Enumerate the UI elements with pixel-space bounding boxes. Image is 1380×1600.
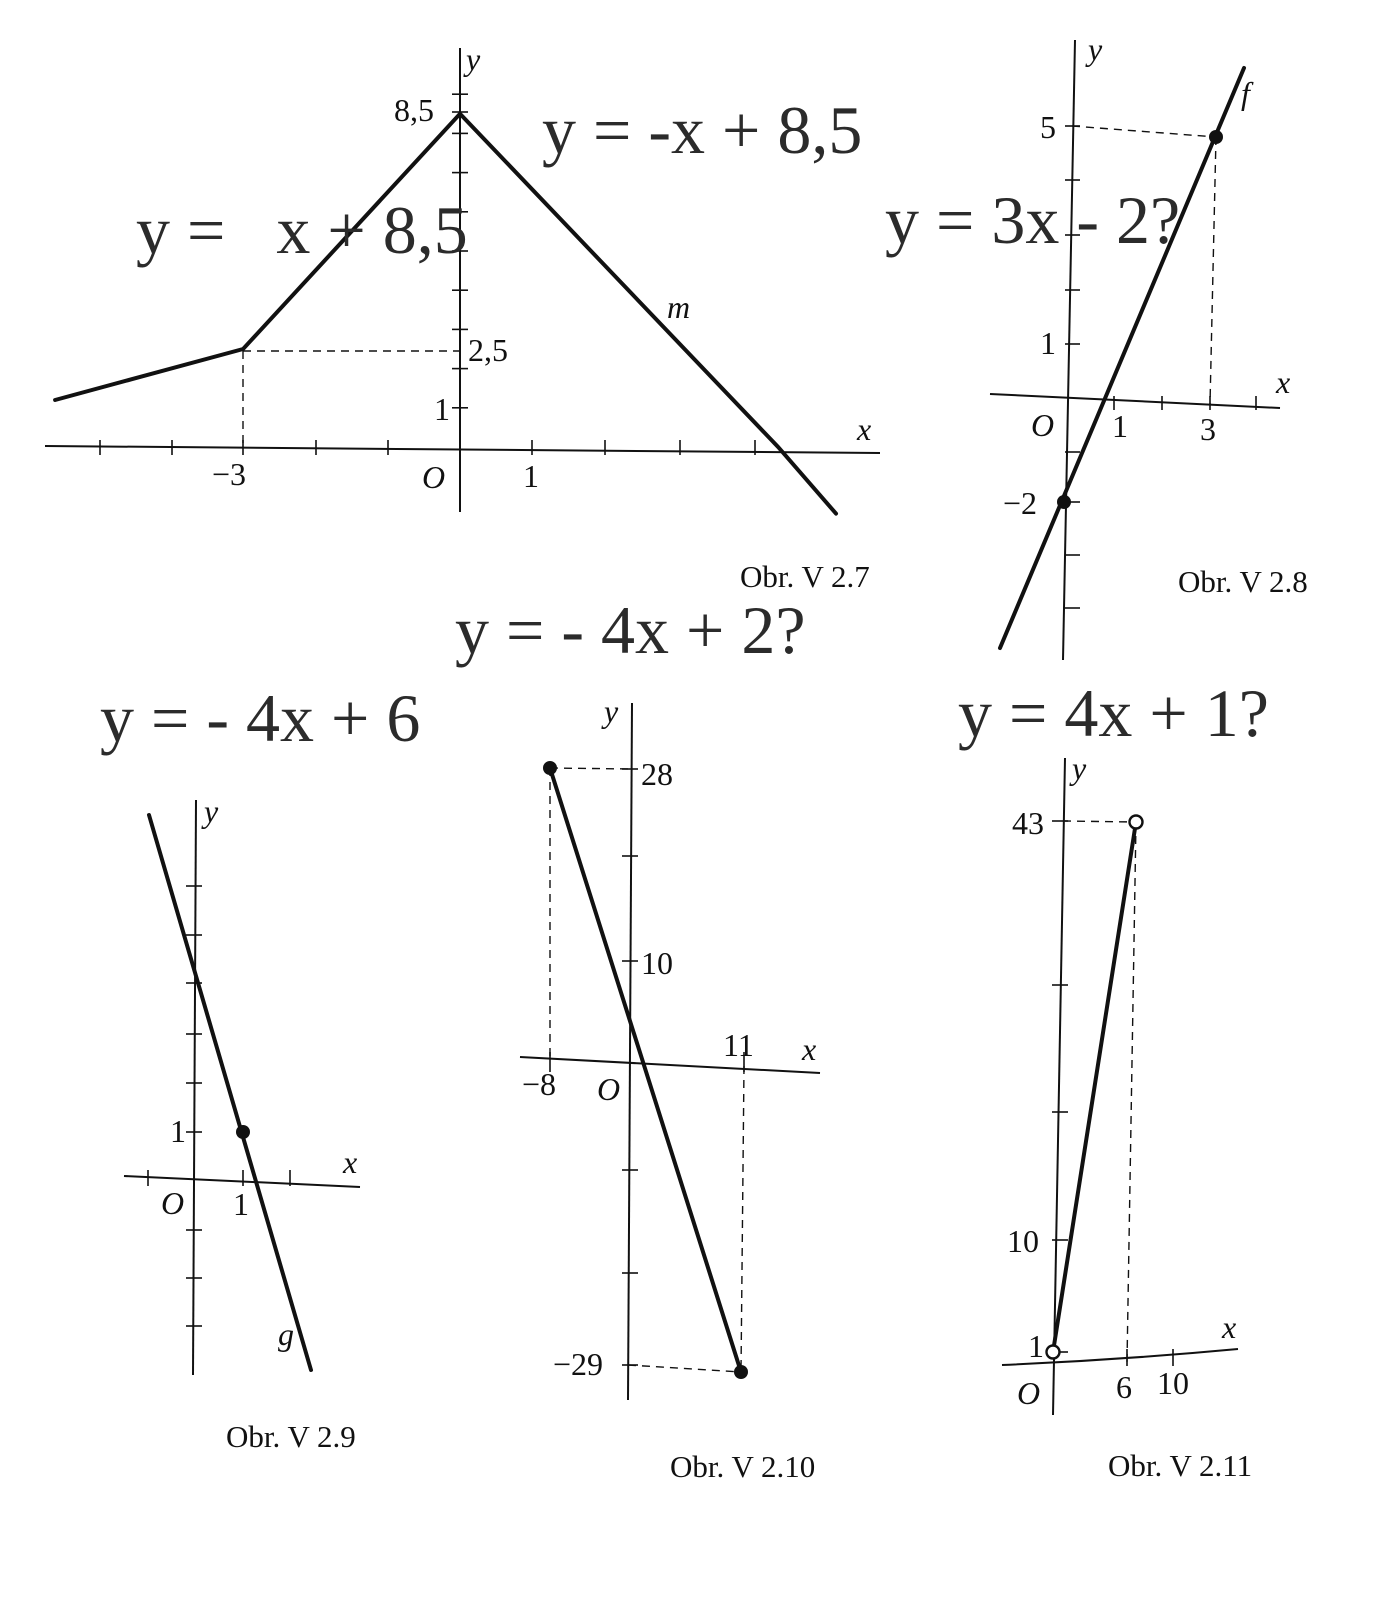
equation-annotation: y = 4x + 1?	[958, 675, 1269, 751]
point-marker	[1057, 495, 1071, 509]
tick-label-x-1: 1	[233, 1186, 249, 1222]
tick-label-y-2-5: 2,5	[468, 332, 508, 368]
tick-label-x-1: 1	[1112, 408, 1128, 444]
guide-line	[741, 1066, 744, 1372]
guide-line	[628, 1365, 741, 1372]
graph-g	[149, 815, 311, 1370]
tick-label-y-5: 5	[1040, 109, 1056, 145]
tick-label-y-28: 28	[641, 756, 673, 792]
origin-label: O	[1017, 1375, 1041, 1411]
origin-label: O	[422, 459, 446, 495]
y-axis	[1063, 40, 1075, 660]
x-axis-label: x	[1222, 1309, 1237, 1345]
figure-caption: Obr. V 2.9	[226, 1419, 356, 1454]
point-marker	[236, 1125, 250, 1139]
axis-ticks	[1052, 821, 1173, 1366]
tick-label-x-10: 10	[1157, 1365, 1189, 1401]
point-marker	[1209, 130, 1223, 144]
graph-segment	[1053, 822, 1136, 1352]
tick-label-y-43: 43	[1012, 805, 1044, 841]
figure-v28	[990, 31, 1308, 660]
curve-label-m: m	[667, 289, 691, 325]
x-axis	[990, 394, 1280, 408]
x-axis-label: x	[343, 1144, 358, 1180]
figure-v29	[124, 793, 360, 1454]
guide-line	[1127, 822, 1136, 1362]
figure-caption: Obr. V 2.7	[740, 559, 870, 594]
tick-label-y-10: 10	[1007, 1223, 1039, 1259]
curve-label-g: g	[278, 1316, 294, 1352]
tick-label-y-1: 1	[170, 1113, 186, 1149]
equation-annotation: y = x + 8,5	[136, 192, 468, 268]
tick-label-y-10: 10	[641, 945, 673, 981]
curve-label-f: f	[1241, 75, 1250, 111]
tick-label-y-neg-29: −29	[553, 1346, 604, 1382]
y-axis	[628, 703, 632, 1400]
tick-label-y-8-5: 8,5	[394, 92, 434, 128]
tick-label-y-1: 1	[434, 391, 450, 427]
tick-label-x-neg-3: −3	[212, 456, 247, 492]
guide-line	[1072, 126, 1216, 137]
tick-label-x-1: 1	[523, 458, 539, 494]
tick-label-y-neg-2: −2	[1003, 485, 1038, 521]
graph-f	[1000, 68, 1244, 648]
figure-v210	[520, 693, 820, 1484]
guide-line	[550, 768, 632, 769]
x-axis-label: x	[857, 411, 872, 447]
point-marker	[734, 1365, 748, 1379]
origin-label: O	[1031, 407, 1055, 443]
tick-label-x-6: 6	[1116, 1369, 1132, 1405]
tick-label-y-1: 1	[1028, 1328, 1044, 1364]
y-axis-label: y	[466, 41, 481, 77]
figure-v211	[1002, 750, 1252, 1483]
y-axis-label: y	[204, 793, 219, 829]
equation-annotation: y = -x + 8,5	[542, 92, 863, 168]
tick-label-x-3: 3	[1200, 411, 1216, 447]
point-marker	[1130, 816, 1143, 829]
equation-annotation: y = 3x - 2?	[885, 182, 1181, 258]
x-axis-label: x	[1276, 364, 1291, 400]
figure-caption: Obr. V 2.11	[1108, 1448, 1253, 1483]
x-axis	[520, 1057, 820, 1073]
origin-label: O	[161, 1185, 185, 1221]
point-marker	[1047, 1346, 1060, 1359]
axis-ticks	[148, 886, 290, 1326]
figure-caption: Obr. V 2.10	[670, 1449, 816, 1484]
figure-caption: Obr. V 2.8	[1178, 564, 1308, 599]
y-axis-label: y	[1088, 31, 1103, 67]
y-axis-label: y	[1072, 750, 1087, 786]
y-axis-label: y	[604, 693, 619, 729]
graph-segment	[550, 768, 741, 1372]
tick-label-y-1: 1	[1040, 325, 1056, 361]
equation-annotation: y = - 4x + 6	[100, 680, 421, 756]
x-axis-label: x	[802, 1031, 817, 1067]
tick-label-x-neg-8: −8	[522, 1066, 557, 1102]
equation-annotation: y = - 4x + 2?	[455, 592, 806, 668]
guide-line	[1063, 821, 1136, 822]
guide-line	[1210, 137, 1216, 404]
origin-label: O	[597, 1071, 621, 1107]
tick-label-x-11: 11	[723, 1027, 754, 1063]
point-marker	[543, 761, 557, 775]
